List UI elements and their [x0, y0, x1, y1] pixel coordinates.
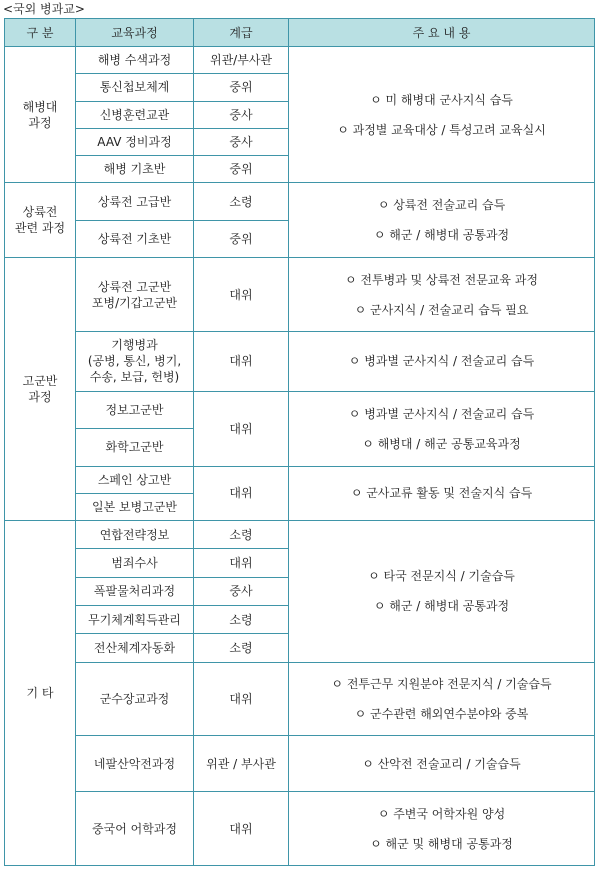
- rank-cell: 소령: [194, 183, 289, 220]
- rank-cell: 중위: [194, 74, 289, 101]
- course-cell: 화학고군반: [76, 429, 194, 466]
- rank-cell: 중사: [194, 577, 289, 605]
- rank-cell: 대위: [194, 662, 289, 736]
- content-line: ㅇ 미 해병대 군사지식 습득: [370, 92, 513, 107]
- category-cell: 고군반 과정: [5, 258, 76, 521]
- content-cell: [289, 736, 595, 792]
- rank-cell: 위관/부사관: [194, 47, 289, 74]
- content-cell: [289, 391, 595, 466]
- rank-cell: 중위: [194, 220, 289, 257]
- content-line: ㅇ 산악전 전술교리 / 기술습득: [362, 756, 521, 771]
- table-row: [5, 332, 595, 392]
- course-cell: 상륙전 기초반: [76, 220, 194, 257]
- content-line: ㅇ 해병대 / 해군 공통교육과정: [362, 436, 521, 451]
- header-rank: 계급: [194, 19, 289, 47]
- content-line: ㅇ 해군 / 해병대 공통과정: [373, 228, 510, 243]
- header-content: 주 요 내 용: [289, 19, 595, 47]
- table-row: [5, 466, 595, 493]
- course-cell: 폭팔물처리과정: [76, 577, 194, 605]
- content-cell: [289, 47, 595, 183]
- content-line: ㅇ 과정별 교육대상 / 특성고려 교육실시: [337, 122, 546, 137]
- course-cell: 상륙전 고급반: [76, 183, 194, 220]
- content-line: ㅇ 해군 / 해병대 공통과정: [373, 599, 510, 614]
- content-cell: [289, 521, 595, 662]
- rank-cell: 대위: [194, 549, 289, 577]
- content-line: ㅇ 군사교류 활동 및 전술지식 습득: [350, 486, 533, 501]
- rank-cell: 대위: [194, 466, 289, 521]
- course-cell: 중국어 어학과정: [76, 792, 194, 866]
- category-cell: 기 타: [5, 521, 76, 866]
- rank-cell: 소령: [194, 634, 289, 662]
- course-cell: 일본 보병고군반: [76, 493, 194, 520]
- course-cell: 기행병과 (공병, 통신, 병기, 수송, 보급, 헌병): [76, 332, 194, 392]
- content-line: ㅇ 전투병과 및 상륙전 전문교육 과정: [345, 272, 538, 287]
- content-cell: [289, 258, 595, 332]
- content-line: ㅇ 군사지식 / 전술교리 습득 필요: [354, 302, 529, 317]
- rank-cell: 중사: [194, 128, 289, 155]
- course-cell: 신병훈련교관: [76, 101, 194, 128]
- course-cell: 무기체계획득관리: [76, 606, 194, 634]
- table-body: [5, 47, 595, 866]
- table-caption: <국외 병과교>: [3, 2, 85, 16]
- content-cell: [289, 466, 595, 521]
- content-line: ㅇ 해군 및 해병대 공통과정: [370, 836, 513, 851]
- rank-cell: 대위: [194, 258, 289, 332]
- course-cell: 네팔산악전과정: [76, 736, 194, 792]
- course-cell: 전산체계자동화: [76, 634, 194, 662]
- content-line: ㅇ 상륙전 전술교리 습득: [377, 198, 506, 213]
- rank-cell: 중사: [194, 101, 289, 128]
- table-row: [5, 391, 595, 428]
- course-cell: 군수장교과정: [76, 662, 194, 736]
- course-cell: AAV 정비과정: [76, 128, 194, 155]
- table-row: [5, 258, 595, 332]
- content-cell: [289, 662, 595, 736]
- header-category: 구 분: [5, 19, 76, 47]
- content-line: ㅇ 군수관련 해외연수분야와 중복: [354, 707, 529, 722]
- content-line: ㅇ 타국 전문지식 / 기술습득: [368, 569, 515, 584]
- course-cell: 스페인 상고반: [76, 466, 194, 493]
- course-cell: 상륙전 고군반 포병/기갑고군반: [76, 258, 194, 332]
- table-row: [5, 792, 595, 866]
- course-cell: 통신첩보체계: [76, 74, 194, 101]
- rank-cell: 중위: [194, 156, 289, 183]
- content-line: ㅇ 병과별 군사지식 / 전술교리 습득: [348, 406, 535, 421]
- content-line: ㅇ 병과별 군사지식 / 전술교리 습득: [348, 354, 535, 369]
- rank-cell: 소령: [194, 521, 289, 549]
- course-cell: 범죄수사: [76, 549, 194, 577]
- category-cell: 상륙전 관련 과정: [5, 183, 76, 258]
- category-cell: 해병대 과정: [5, 47, 76, 183]
- content-line: ㅇ 주변국 어학자원 양성: [377, 806, 506, 821]
- course-table: [4, 18, 595, 866]
- table-row: [5, 662, 595, 736]
- rank-cell: 대위: [194, 332, 289, 392]
- rank-cell: 소령: [194, 606, 289, 634]
- table-row: [5, 47, 595, 74]
- course-cell: 해병 기초반: [76, 156, 194, 183]
- table-row: [5, 736, 595, 792]
- content-cell: [289, 332, 595, 392]
- table-header-row: [5, 19, 595, 47]
- table-row: [5, 521, 595, 549]
- table-row: [5, 183, 595, 220]
- rank-cell: 대위: [194, 391, 289, 466]
- rank-cell: 대위: [194, 792, 289, 866]
- content-cell: [289, 792, 595, 866]
- header-course: 교육과정: [76, 19, 194, 47]
- content-cell: [289, 183, 595, 258]
- content-line: ㅇ 전투근무 지원분야 전문지식 / 기술습득: [331, 677, 552, 692]
- course-cell: 해병 수색과정: [76, 47, 194, 74]
- course-cell: 연합전략정보: [76, 521, 194, 549]
- course-cell: 정보고군반: [76, 391, 194, 428]
- rank-cell: 위관 / 부사관: [194, 736, 289, 792]
